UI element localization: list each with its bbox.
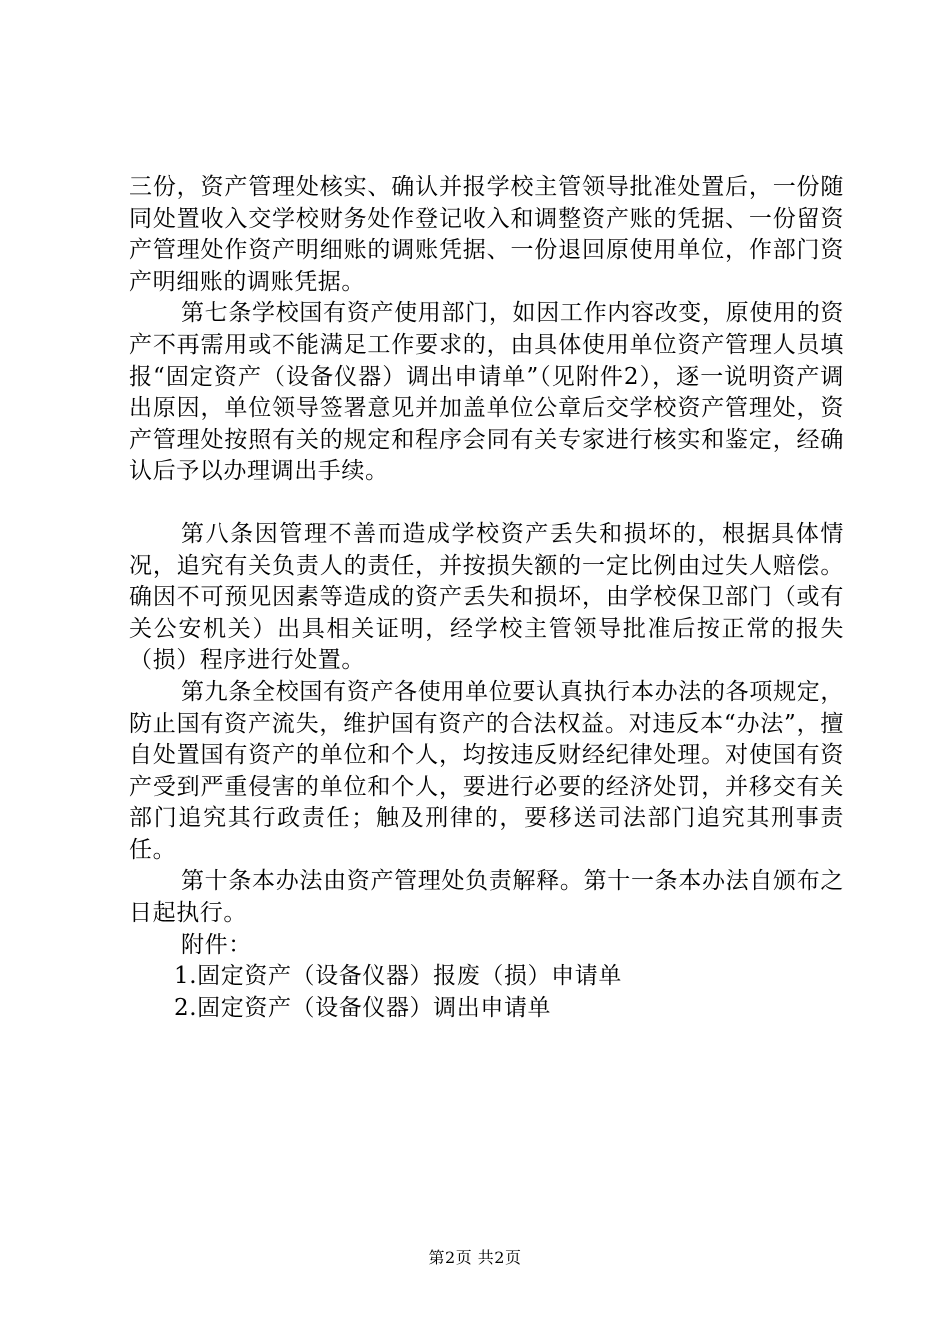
attachments-label: 附件： <box>181 931 252 958</box>
attachment-item-1: 1.固定资产（设备仪器）报废（损）申请单 <box>174 963 622 990</box>
page-footer: 第2页 共2页 <box>428 1248 522 1267</box>
paragraph-continuation: 三份，资产管理处核实、确认并报学校主管领导批准处置后，一份随同处置收入交学校财务处作登记收入和调整资产账的凭据、一份留资产管理处作资产明细账的调账凭据、一份退回原使用单位，作部门资产明细账的调账凭据。 <box>129 174 844 295</box>
paragraph-article-8: 第八条因管理不善而造成学校资产丢失和损坏的，根据具体情况，追究有关负责人的责任，并按损失额的一定比例由过失人赔偿。确因不可预见因素等造成的资产丢失和损坏，由学校保卫部门（或有关公安机关）出具相关证明，经学校主管领导批准后按正常的报失（损）程序进行处置。 <box>129 520 844 674</box>
document-body <box>129 172 844 1024</box>
paragraph-article-9: 第九条全校国有资产各使用单位要认真执行本办法的各项规定，防止国有资产流失，维护国有资产的合法权益。对违反本“办法”，擅自处置国有资产的单位和个人，均按违反财经纪律处理。对使国有资产受到严重侵害的单位和个人，要进行必要的经济处罚，并移交有关部门追究其行政责任；触及刑律的，要移送司法部门追究其刑事责任。 <box>129 678 844 863</box>
paragraph-article-7: 第七条学校国有资产使用部门，如因工作内容改变，原使用的资产不再需用或不能满足工作要求的，由具体使用单位资产管理人员填报“固定资产（设备仪器）调出申请单”（见附件2），逐一说明资产调出原因，单位领导签署意见并加盖单位公章后交学校资产管理处，资产管理处按照有关的规定和程序会同有关专家进行核实和鉴定，经确认后予以办理调出手续。 <box>129 300 844 485</box>
attachment-item-2: 2.固定资产（设备仪器）调出申请单 <box>174 994 552 1021</box>
paragraph-article-10-11: 第十条本办法由资产管理处负责解释。第十一条本办法自颁布之日起执行。 <box>129 868 844 927</box>
